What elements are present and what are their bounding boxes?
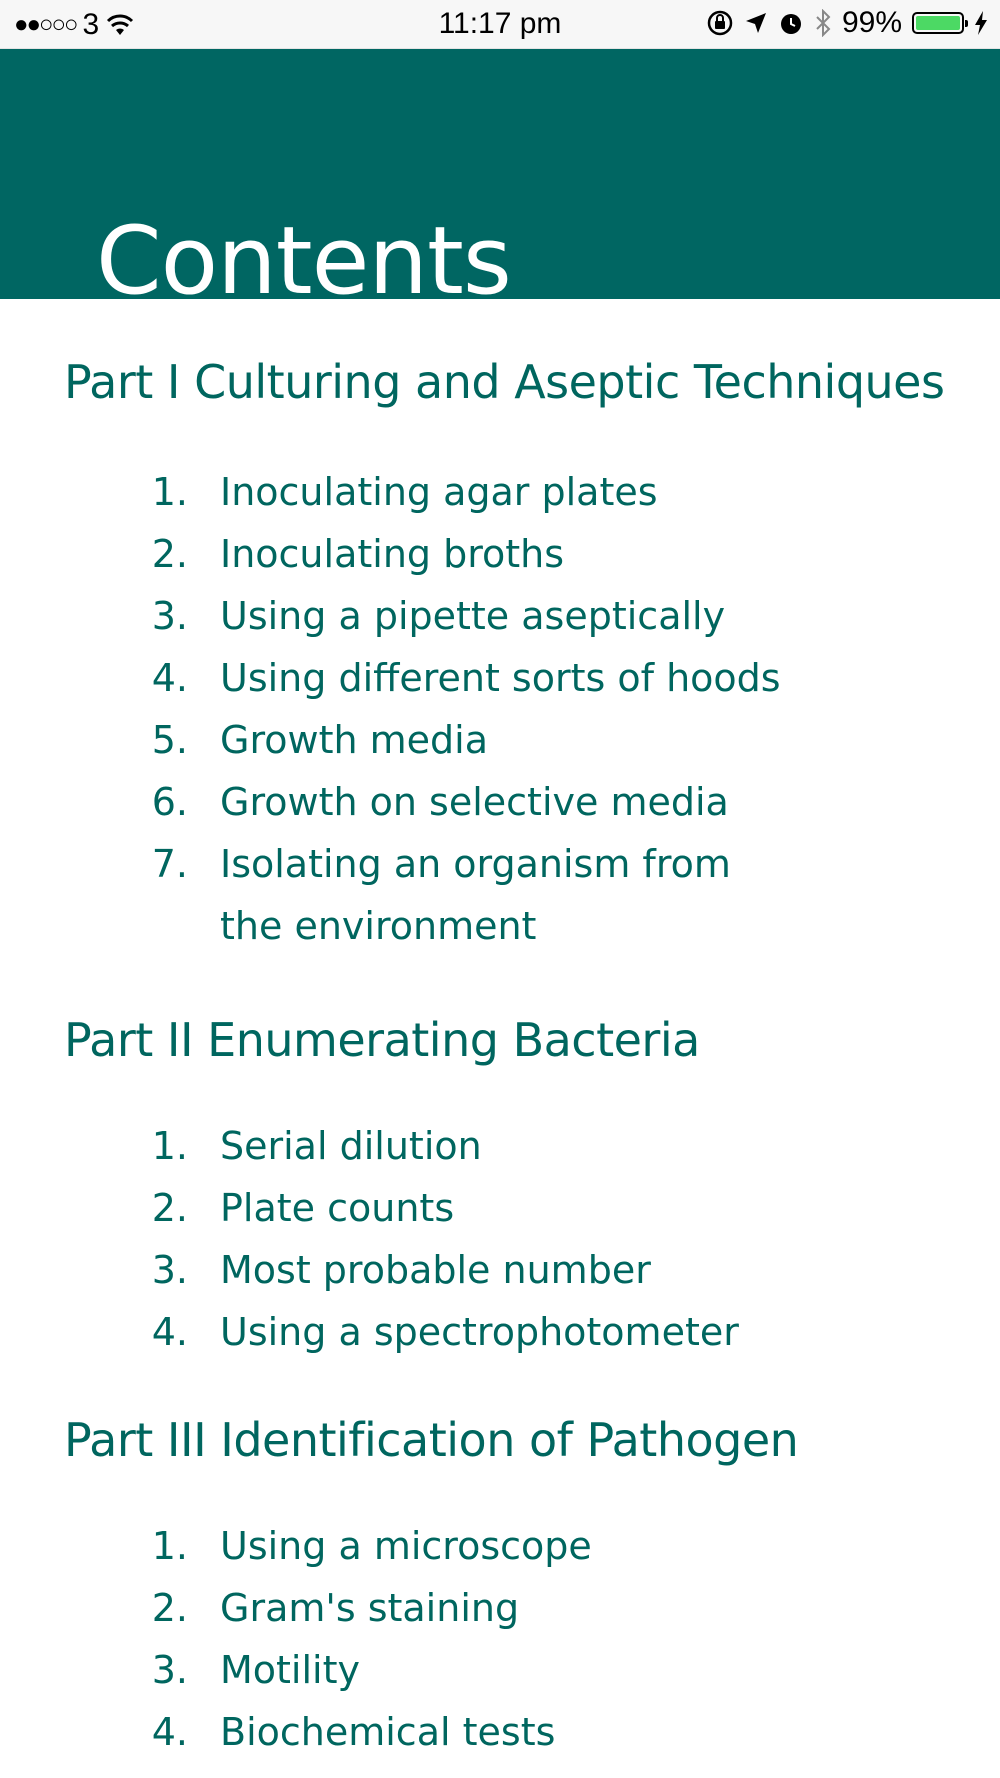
contents-header [0, 49, 1000, 316]
item-number: 4. [151, 1710, 188, 1754]
item-number: 3. [151, 1248, 188, 1292]
item-number: 1. [151, 470, 188, 514]
battery-icon [912, 12, 964, 34]
item-label: Using a spectrophotometer [220, 1310, 739, 1354]
item-number: 3. [151, 594, 188, 638]
list-item[interactable] [0, 1701, 1000, 1763]
list-item[interactable] [0, 1577, 1000, 1639]
status-right [706, 6, 988, 40]
list-item[interactable] [0, 771, 1000, 833]
item-label: Plate counts [220, 1186, 455, 1230]
item-number: 6. [151, 780, 188, 824]
list-item[interactable] [0, 1515, 1000, 1577]
list-item[interactable] [0, 647, 1000, 709]
list-item[interactable] [0, 461, 1000, 523]
item-number: 4. [151, 656, 188, 700]
item-number: 3. [151, 1648, 188, 1692]
rotation-lock-icon [706, 9, 734, 37]
item-label: Growth media [220, 718, 488, 762]
item-label: Most probable number [220, 1248, 651, 1292]
item-number: 5. [151, 718, 188, 762]
list-item[interactable] [0, 1639, 1000, 1701]
item-label: Gram's staining [220, 1586, 520, 1630]
charging-bolt-icon [974, 11, 988, 35]
item-label: Biochemical tests [220, 1710, 556, 1754]
item-number: 7. [151, 842, 188, 886]
item-number: 1. [151, 1124, 188, 1168]
item-number: 4. [151, 1310, 188, 1354]
list-item[interactable] [0, 833, 1000, 957]
list-item[interactable] [0, 1115, 1000, 1177]
item-number: 2. [151, 1186, 188, 1230]
part-3-title[interactable]: Part III Identification of Pathogen [64, 1413, 799, 1467]
list-item[interactable] [0, 709, 1000, 771]
part-3-items [0, 1515, 1000, 1763]
part-1-title[interactable]: Part I Culturing and Aseptic Techniques [64, 355, 945, 409]
list-item[interactable] [0, 1301, 1000, 1363]
location-arrow-icon [744, 11, 768, 35]
part-2-items [0, 1115, 1000, 1363]
part-3 [0, 1413, 1000, 1763]
battery-percent: 99% [841, 6, 902, 39]
item-label: Isolating an organism from the environment [220, 842, 731, 948]
page-title: Contents [96, 207, 511, 316]
part-1-items [0, 461, 1000, 957]
item-label: Using different sorts of hoods [220, 656, 781, 700]
status-time: 11:17 pm [438, 7, 562, 40]
item-label: Using a microscope [220, 1524, 592, 1568]
bluetooth-icon [814, 9, 832, 37]
list-item[interactable] [0, 1177, 1000, 1239]
item-label: Inoculating agar plates [220, 470, 658, 514]
item-number: 2. [151, 1586, 188, 1630]
contents-list [0, 355, 1000, 1763]
item-label: Using a pipette aseptically [220, 594, 726, 638]
alarm-icon [778, 10, 804, 36]
list-item[interactable] [0, 585, 1000, 647]
item-label: Motility [220, 1648, 360, 1692]
item-label: Serial dilution [220, 1124, 482, 1168]
item-number: 1. [151, 1524, 188, 1568]
carrier-name: 3 [82, 8, 100, 41]
status-bar [0, 0, 1000, 49]
list-item[interactable] [0, 523, 1000, 585]
item-label: Growth on selective media [220, 780, 729, 824]
battery-tip [965, 20, 968, 27]
battery-fill [916, 16, 960, 30]
list-item[interactable] [0, 1239, 1000, 1301]
part-1 [0, 355, 1000, 957]
item-label: Inoculating broths [220, 532, 565, 576]
signal-strength-icon: ●●○○○ [14, 11, 77, 38]
part-2 [0, 1013, 1000, 1363]
part-2-title[interactable]: Part II Enumerating Bacteria [64, 1013, 700, 1067]
item-number: 2. [151, 532, 188, 576]
